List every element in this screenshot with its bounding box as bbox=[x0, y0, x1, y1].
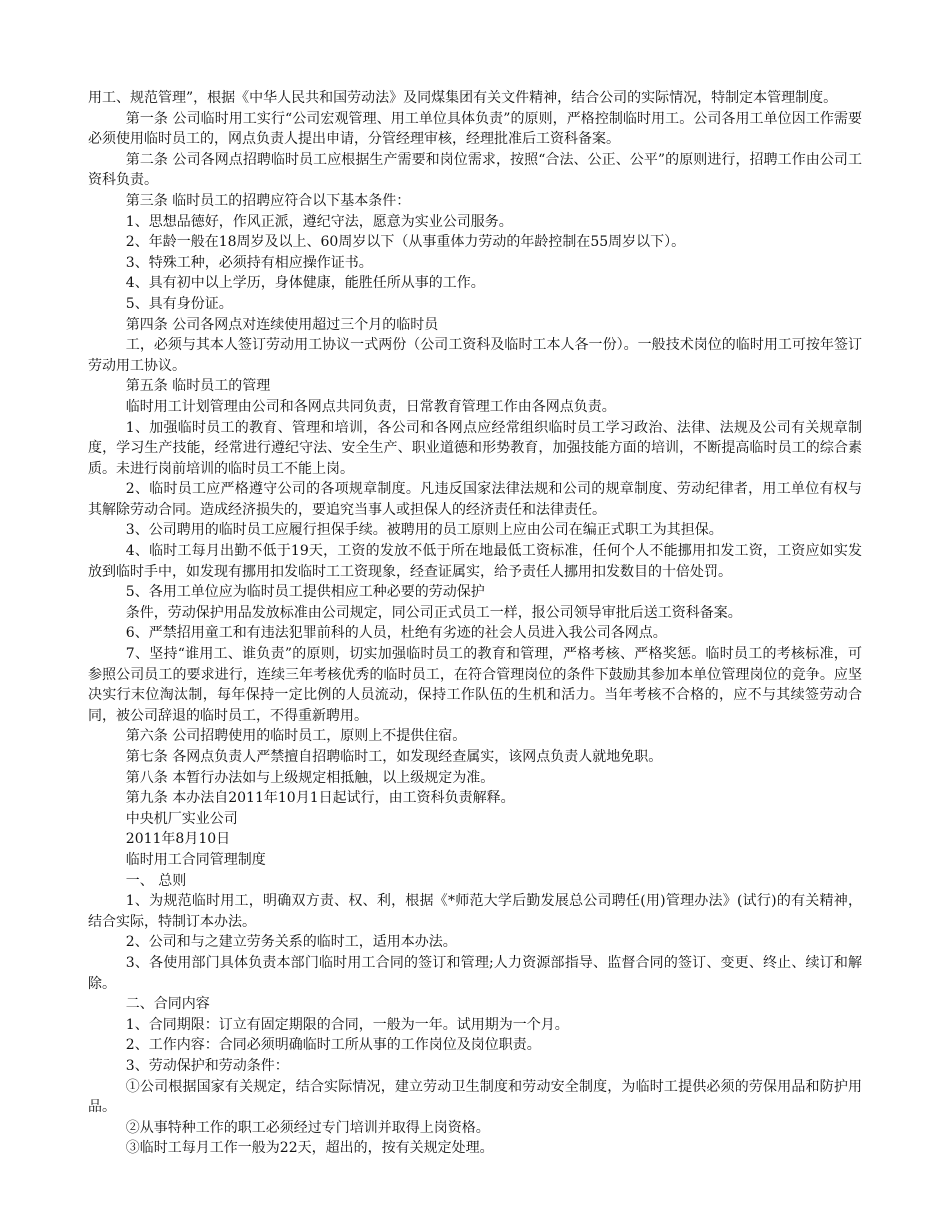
paragraph: 第一条 公司临时用工实行“公司宏观管理、用工单位具体负责”的原则，严格控制临时用工。公司各用工单位因工作需要必须使用临时员工的，网点负责人提出申请，分管经理审核，经理批准后工资科备案。 bbox=[88, 110, 862, 148]
paragraph: 第四条 公司各网点对连续使用超过三个月的临时员 bbox=[125, 316, 439, 333]
paragraph: 临时用工计划管理由公司和各网点共同负责，日常教育管理工作由各网点负责。 bbox=[125, 398, 616, 415]
paragraph: 4、具有初中以上学历，身体健康，能胜任所从事的工作。 bbox=[125, 275, 485, 292]
paragraph: 第九条 本办法自2011年10月1日起试行，由工资科负责解释。 bbox=[125, 790, 515, 807]
paragraph: 6、严禁招用童工和有违法犯罪前科的人员，杜绝有劣迹的社会人员进入我公司各网点。 bbox=[125, 625, 667, 642]
paragraph: 1、思想品德好，作风正派，遵纪守法，愿意为实业公司服务。 bbox=[125, 213, 513, 230]
paragraph: 工，必须与其本人签订劳动用工协议一式两份（公司工资科及临时工本人各一份）。一般技术岗位的临时用工可按年签订劳动用工协议。 bbox=[88, 337, 862, 374]
paragraph: 7、坚持“谁用工、谁负责”的原则，切实加强临时员工的教育和管理，严格考核、严格奖惩。临时员工的考核标准，可参照公司员工的要求进行，连续三年考核优秀的临时员工，在符合管理岗位的条件下鼓励其参加本单位管理岗位的竞争。应坚决实行末位淘汰制，每年保持一定比例的人员流动，保持工作队伍的生机和活力。当年考核不合格的，应不与其续签劳动合同，被公司辞退的临时员工，不得重新聘用。 bbox=[88, 646, 862, 724]
paragraph: 1、合同期限：订立有固定期限的合同，一般为一年。试用期为一个月。 bbox=[125, 1016, 569, 1033]
paragraph: 第八条 本暂行办法如与上级规定相抵触，以上级规定为准。 bbox=[125, 769, 495, 786]
paragraph: 一、 总则 bbox=[125, 872, 187, 889]
paragraph: 临时用工合同管理制度 bbox=[125, 851, 266, 868]
paragraph: 第三条 临时员工的招聘应符合以下基本条件： bbox=[125, 192, 411, 209]
paragraph: 2、公司和与之建立劳务关系的临时工，适用本办法。 bbox=[125, 934, 457, 951]
paragraph: 2、年龄一般在18周岁及以上、60周岁以下（从事重体力劳动的年龄控制在55周岁以下）。 bbox=[125, 234, 686, 251]
paragraph: 用工、规范管理”，根据《中华人民共和国劳动法》及同煤集团有关文件精神，结合公司的实际情况，特制定本管理制度。 bbox=[88, 90, 838, 106]
paragraph: 第六条 公司招聘使用的临时员工，原则上不提供住宿。 bbox=[125, 728, 467, 745]
paragraph: 2011年8月10日 bbox=[125, 831, 231, 848]
paragraph: 第五条 临时员工的管理 bbox=[125, 378, 271, 395]
paragraph: 1、加强临时员工的教育、管理和培训，各公司和各网点应经常组织临时员工学习政治、法律、法规及公司有关规章制度，学习生产技能，经常进行遵纪守法、安全生产、职业道德和形势教育，加强技能方面的培训，不断提高临时员工的综合素质。未进行岗前培训的临时员工不能上岗。 bbox=[88, 419, 862, 477]
paragraph: 3、劳动保护和劳动条件： bbox=[125, 1057, 289, 1074]
paragraph: 第七条 各网点负责人严禁擅自招聘临时工，如发现经查属实，该网点负责人就地免职。 bbox=[125, 749, 663, 765]
paragraph: 3、公司聘用的临时员工应履行担保手续。被聘用的员工原则上应由公司在编正式职工为其担保。 bbox=[125, 522, 723, 539]
paragraph: ②从事特种工作的职工必须经过专门培训并取得上岗资格。 bbox=[125, 1119, 490, 1136]
paragraph: ③临时工每月工作一般为22天，超出的，按有关规定处理。 bbox=[125, 1140, 494, 1157]
paragraph: 二、合同内容 bbox=[125, 996, 210, 1013]
paragraph: 2、临时员工应严格遵守公司的各项规章制度。凡违反国家法律法规和公司的规章制度、劳动纪律者，用工单位有权与其解除劳动合同。造成经济损失的，要追究当事人或担保人的经济责任和法律责任。 bbox=[88, 481, 862, 518]
paragraph: 第二条 公司各网点招聘临时员工应根据生产需要和岗位需求，按照“合法、公正、公平”的原则进行，招聘工作由公司工资科负责。 bbox=[88, 151, 862, 189]
paragraph: 2、工作内容：合同必须明确临时工所从事的工作岗位及岗位职责。 bbox=[125, 1037, 541, 1054]
paragraph: 条件，劳动保护用品发放标准由公司规定，同公司正式员工一样，报公司领导审批后送工资科备案。 bbox=[125, 604, 742, 621]
paragraph: 3、特殊工种，必须持有相应操作证书。 bbox=[125, 254, 373, 271]
paragraph: 4、临时工每月出勤不低于19天，工资的发放不低于所在地最低工资标准，任何个人不能挪用扣发工资，工资应如实发放到临时手中，如发现有挪用扣发临时工工资现象，经查证属实，给予责任人挪用扣发数目的十倍处罚。 bbox=[88, 543, 862, 580]
paragraph: 3、各使用部门具体负责本部门临时用工合同的签订和管理;人力资源部指导、监督合同的签订、变更、终止、续订和解除。 bbox=[88, 954, 862, 992]
paragraph: 5、具有身份证。 bbox=[125, 295, 233, 312]
paragraph: 1、为规范临时用工，明确双方责、权、利，根据《*师范大学后勤发展总公司聘任(用)管理办法》(试行)的有关精神，结合实际，特制订本办法。 bbox=[88, 893, 862, 930]
paragraph: 中央机厂实业公司 bbox=[125, 810, 238, 827]
paragraph: 5、各用工单位应为临时员工提供相应工种必要的劳动保护 bbox=[125, 584, 485, 601]
paragraph: ①公司根据国家有关规定，结合实际情况，建立劳动卫生制度和劳动安全制度，为临时工提供必须的劳保用品和防护用品。 bbox=[88, 1078, 862, 1116]
